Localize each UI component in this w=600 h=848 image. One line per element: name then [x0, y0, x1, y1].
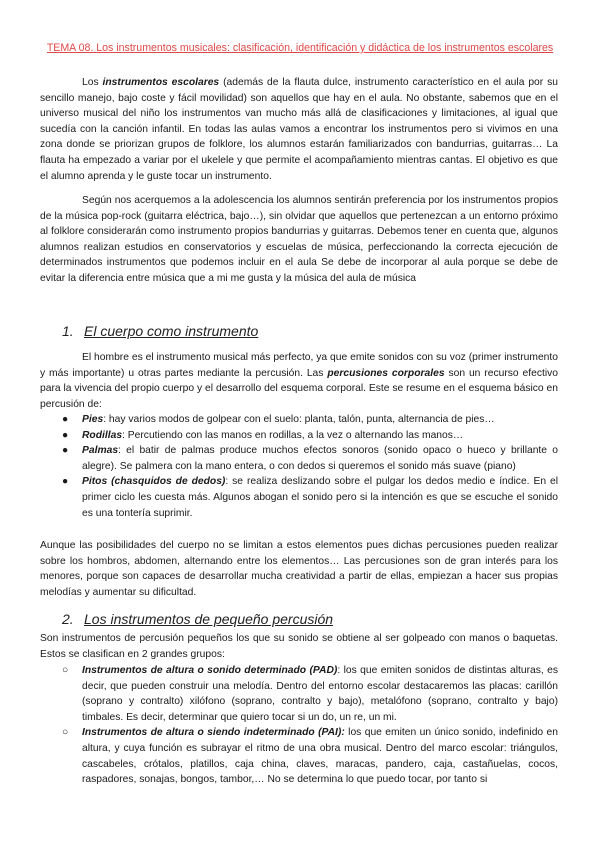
- section-2-number: 2.: [62, 611, 74, 627]
- document-title: TEMA 08. Los instrumentos musicales: clasificación, identificación y didáctica de los instrumentos escolares: [46, 42, 554, 54]
- percussion-groups-list: [62, 663, 558, 788]
- list-item-term: Palmas: [82, 445, 119, 457]
- list-item-text: : hay varios modos de golpear con el suelo: planta, talón, punta, alternancia de pies…: [103, 414, 495, 425]
- section-1-title: El cuerpo como instrumento: [84, 323, 259, 339]
- list-item-rodillas: [62, 428, 558, 444]
- bullet-dot-icon: ●: [62, 429, 69, 441]
- list-item-term: Rodillas: [82, 429, 123, 441]
- bullet-dot-icon: ●: [62, 414, 69, 425]
- intro-p1-start: Los: [82, 77, 103, 88]
- list-item-text: : el batir de palmas produce muchos efectos sonoros (sonido opaco o hueco y brillante o alegre). Se palmera con la mano entera, o con dedos si queremos el sonido más suave (piano): [82, 445, 558, 472]
- section-1-heading: [62, 322, 258, 340]
- list-item-pai: [62, 725, 558, 787]
- list-item-pies: [62, 412, 558, 428]
- section-1-p-emphasis: percusiones corporales: [327, 367, 445, 379]
- section-2-heading: [62, 610, 333, 628]
- bullet-circle-icon: ○: [62, 727, 69, 739]
- bullet-dot-icon: ●: [62, 476, 69, 488]
- list-item-palmas: [62, 443, 558, 474]
- list-item-text: : Percutiendo con las manos en rodillas, a la vez o alternando las manos…: [122, 429, 464, 441]
- list-item-term: Pies: [82, 414, 104, 425]
- list-item-term: Instrumentos de altura o sonido determinado (PAD): [82, 665, 338, 676]
- body-percussion-list: [62, 412, 558, 521]
- section-2-title: Los instrumentos de pequeño percusión: [84, 611, 334, 627]
- intro-paragraph-1: [40, 75, 558, 184]
- section-1-paragraph: [40, 350, 558, 412]
- section-2-intro-paragraph: Son instrumentos de percusión pequeños los que su sonido se obtiene al ser golpeado con manos o baquetas. Estos se clasifican en 2 grandes grupos:: [40, 633, 558, 660]
- intro-p1-rest: (además de la flauta dulce, instrumento característico en el aula por su sencillo manejo, bajo coste y fácil movilidad) son aquellos que hay en el aula. No obstante, sabemos que en el universo musical del niño los instrumentos van mucho más allá de clasificaciones y limitaciones, al igual que sucedía con la canción infantil. En todas las aulas vamos a encontrar los instrumentos pero si vivimos en una zona donde se priorizan grupos de folklore, los alumnos estarán familiarizados con bandurrias, guitarras… La flauta ha empezado a variar por el ukelele y que permite el acompañamiento mientras cantas. El objetivo es que el alumno aprenda y le guste tocar un instrumento.: [40, 77, 558, 182]
- list-item-pitos: [62, 474, 558, 521]
- list-item-text: : los que emiten sonidos de distintas alturas, es decir, que pueden construir una melodía. Dentro del entorno escolar destacaremos las placas: carillón (soprano y contralto) xilófono (soprano, contralto y bajo), metalófono (soprano, contralto y bajo) timbales. Es decir, determinar que quiero tocar si un do, un re, un mi.: [82, 665, 559, 723]
- list-item-text: los que emiten un único sonido, indefinido en altura, y cuya función es subrayar el ritmo de una obra musical. Dentro del marco escolar: triángulos, cascabeles, crótalos, platillos, caja china, claves, maracas, pandero, caja, castañuelas, cocos, raspadores, sonajas, bongos, tambor,… No se determina lo que puedo tocar, por tanto si: [82, 727, 558, 786]
- list-item-term: Pitos (chasquidos de dedos): [82, 476, 226, 488]
- section-1-number: 1.: [62, 323, 74, 339]
- list-item-pad: [62, 663, 558, 725]
- list-item-term: Instrumentos de altura o siendo indeterminado (PAI):: [82, 727, 345, 739]
- list-item-text: : se realiza deslizando sobre el pulgar los dedos medio e índice. En el primer ciclo les cuesta más. Algunos abogan el sonido pero si la intención es que se escuche el sonido es una tontería suprimir.: [82, 476, 558, 519]
- intro-p1-emphasis: instrumentos escolares: [102, 77, 220, 88]
- bullet-circle-icon: ○: [62, 665, 69, 676]
- section-1-p-start: El hombre es el instrumento musical más perfecto, ya que emite sonidos con su voz (primer instrumento y más importante) u otras partes mediante la percusión. Las: [40, 352, 558, 379]
- section-1-p-rest: son un recurso efectivo para la vivencia del propio cuerpo y el desarrollo del esquema corporal. Este se resume en el esquema básico en percusión de:: [40, 367, 559, 410]
- intro-paragraph-2: Según nos acerquemos a la adolescencia los alumnos sentirán preferencia por los instrumentos propios de la música pop-rock (guitarra eléctrica, bajo…), sin olvidar que aquellos que pertenezcan a un entorno próximo al folklore considerarán como instrumento propios bandurrias y guitarras. Debemos tener en cuenta que, algunos alumnos realizan estudios en conservatorios y escuelas de música, perfeccionando la correcta ejecución de determinados instrumentos que podemos incluir en el aula Se debe de incorporar al aula porque se debe de evitar la diferencia entre música que a mi me gusta y la música del aula de música: [40, 195, 558, 284]
- bullet-dot-icon: ●: [62, 445, 69, 457]
- section-1-closing-paragraph: Aunque las posibilidades del cuerpo no se limitan a estos elementos pues dichas percusiones pueden realizar sobre los hombros, abdomen, alternando entre los elementos… Las percusiones son de gran interés para los menores, porque son capaces de desarrollar mucha creatividad a partir de ellas, empiezan a hacer sus propias melodías y aumentar su dificultad.: [40, 540, 558, 598]
